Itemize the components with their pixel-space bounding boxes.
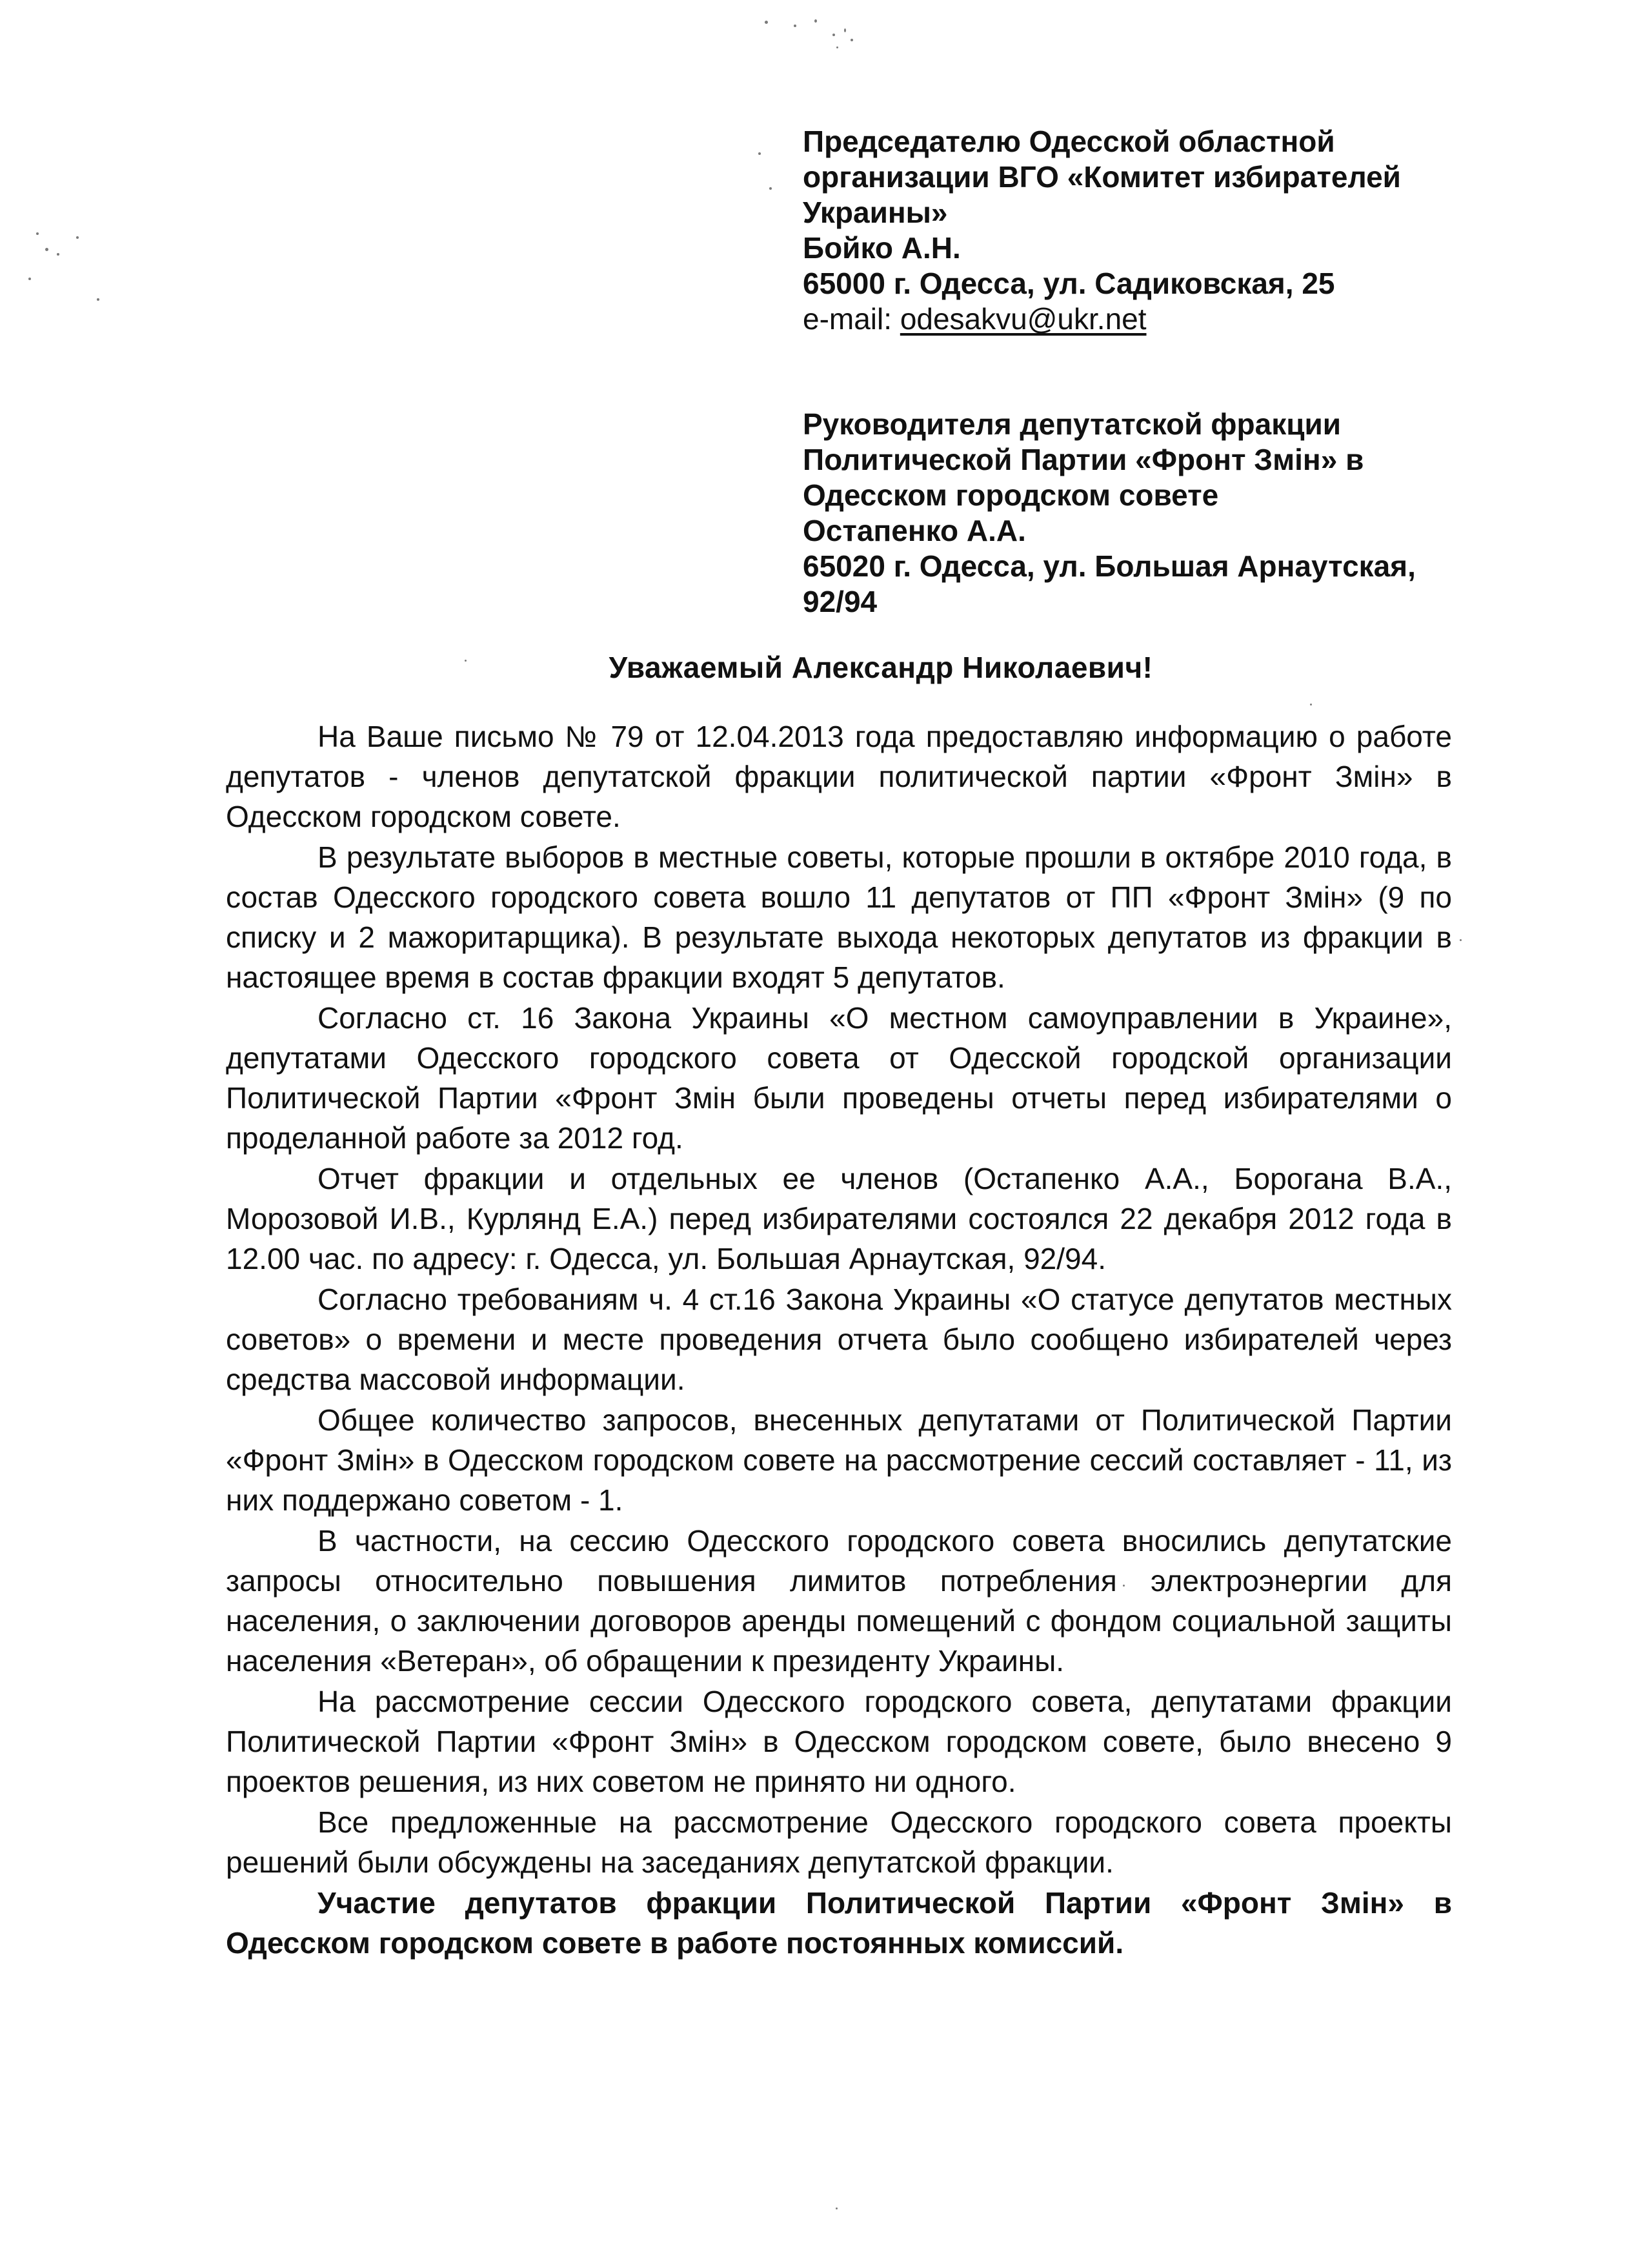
scan-speck (57, 253, 59, 256)
body-paragraph: В частности, на сессию Одесского городского совета вносились депутатские запросы относительно повышения лимитов потребления электроэнергии для населения, о заключении договоров аренды помещений с фондом социальной защиты населения «Ветеран», об обращении к президенту Украины. (226, 1524, 1452, 1678)
body-paragraph: Общее количество запросов, внесенных депутатами от Политической Партии «Фронт Змін» в Одесском городском совете на рассмотрение сессий составляет - 11, из них поддержано советом - 1. (226, 1403, 1452, 1517)
scan-speck (97, 298, 99, 301)
scan-speck (769, 187, 772, 190)
scan-speck (794, 25, 796, 27)
body-paragraph: Согласно требованиям ч. 4 ст.16 Закона Украины «О статусе депутатов местных советов» о времени и месте проведения отчета было сообщено избирателей через средства массовой информации. (226, 1283, 1452, 1396)
sender-party-line: Политической Партии «Фронт Змін» в (803, 443, 1364, 476)
addressee-organization-line: организации ВГО «Комитет избирателей (803, 160, 1401, 194)
scan-speck (1460, 939, 1462, 941)
scan-speck (832, 34, 835, 36)
addressee-block-chairman (803, 124, 1500, 337)
addressee-email-line (803, 301, 1500, 337)
scan-speck (814, 19, 817, 23)
letter-body (226, 716, 1452, 1964)
scan-speck (76, 236, 79, 239)
addressee-address: 65000 г. Одесса, ул. Садиковская, 25 (803, 267, 1335, 300)
body-paragraph: В результате выборов в местные советы, которые прошли в октябре 2010 года, в состав Одесского городского совета вошло 11 депутатов от ПП «Фронт Змін» (9 по списку и 2 мажоритарщика). В результате выхода некоторых депутатов из фракции в настоящее время в состав фракции входят 5 депутатов. (226, 840, 1452, 994)
scan-speck (836, 2207, 838, 2209)
body-paragraph: На рассмотрение сессии Одесского городского совета, депутатами фракции Политической Партии «Фронт Змін» в Одесском городском совете, было внесено 9 проектов решения, из них советом не принято ни одного. (226, 1685, 1452, 1798)
scan-speck (836, 46, 838, 48)
scan-speck (851, 39, 853, 41)
addressee-name: Бойко А.Н. (803, 231, 961, 265)
sender-name: Остапенко А.А. (803, 514, 1026, 547)
addressee-title-line: Председателю Одесской областной (803, 125, 1335, 158)
email-label: e-mail: (803, 302, 900, 336)
scan-speck (28, 278, 31, 280)
scan-speck (844, 28, 846, 32)
addressee-organization-line: Украины» (803, 196, 948, 229)
scan-speck (758, 152, 761, 155)
sender-council-line: Одесском городском совете (803, 478, 1219, 512)
body-paragraph: Отчет фракции и отдельных ее членов (Остапенко А.А., Борогана В.А., Морозовой И.В., Курлянд Е.А.) перед избирателями состоялся 22 декабря 2012 года в 12.00 час. по адресу: г. Одесса, ул. Большая Арнаутская, 92/94. (226, 1162, 1452, 1275)
sender-title-line: Руководителя депутатской фракции (803, 407, 1342, 441)
sender-address-line: 92/94 (803, 585, 878, 618)
body-paragraph: Согласно ст. 16 Закона Украины «О местном самоуправлении в Украине», депутатами Одесского городского совета от Одесской городской организации Политической Партии «Фронт Змін были проведены отчеты перед избирателями о проделанной работе за 2012 год. (226, 1001, 1452, 1155)
scan-speck (765, 21, 768, 24)
sender-address-line: 65020 г. Одесса, ул. Большая Арнаутская, (803, 549, 1416, 583)
sender-block-faction-head (803, 407, 1500, 620)
section-heading: Участие депутатов фракции Политической Партии «Фронт Змін» в Одесском городском совете в работе постоянных комиссий. (226, 1886, 1452, 1960)
scan-speck (1310, 704, 1312, 705)
letter-greeting: Уважаемый Александр Николаевич! (609, 651, 1153, 684)
body-paragraph: Все предложенные на рассмотрение Одесского городского совета проекты решений были обсуждены на заседаниях депутатской фракции. (226, 1805, 1452, 1879)
body-paragraph: На Ваше письмо № 79 от 12.04.2013 года предоставляю информацию о работе депутатов - членов депутатской фракции политической партии «Фронт Змін» в Одесском городском совете. (226, 720, 1452, 833)
email-link[interactable]: odesakvu@ukr.net (900, 302, 1147, 336)
scan-speck (45, 248, 48, 251)
scan-speck (36, 232, 39, 235)
